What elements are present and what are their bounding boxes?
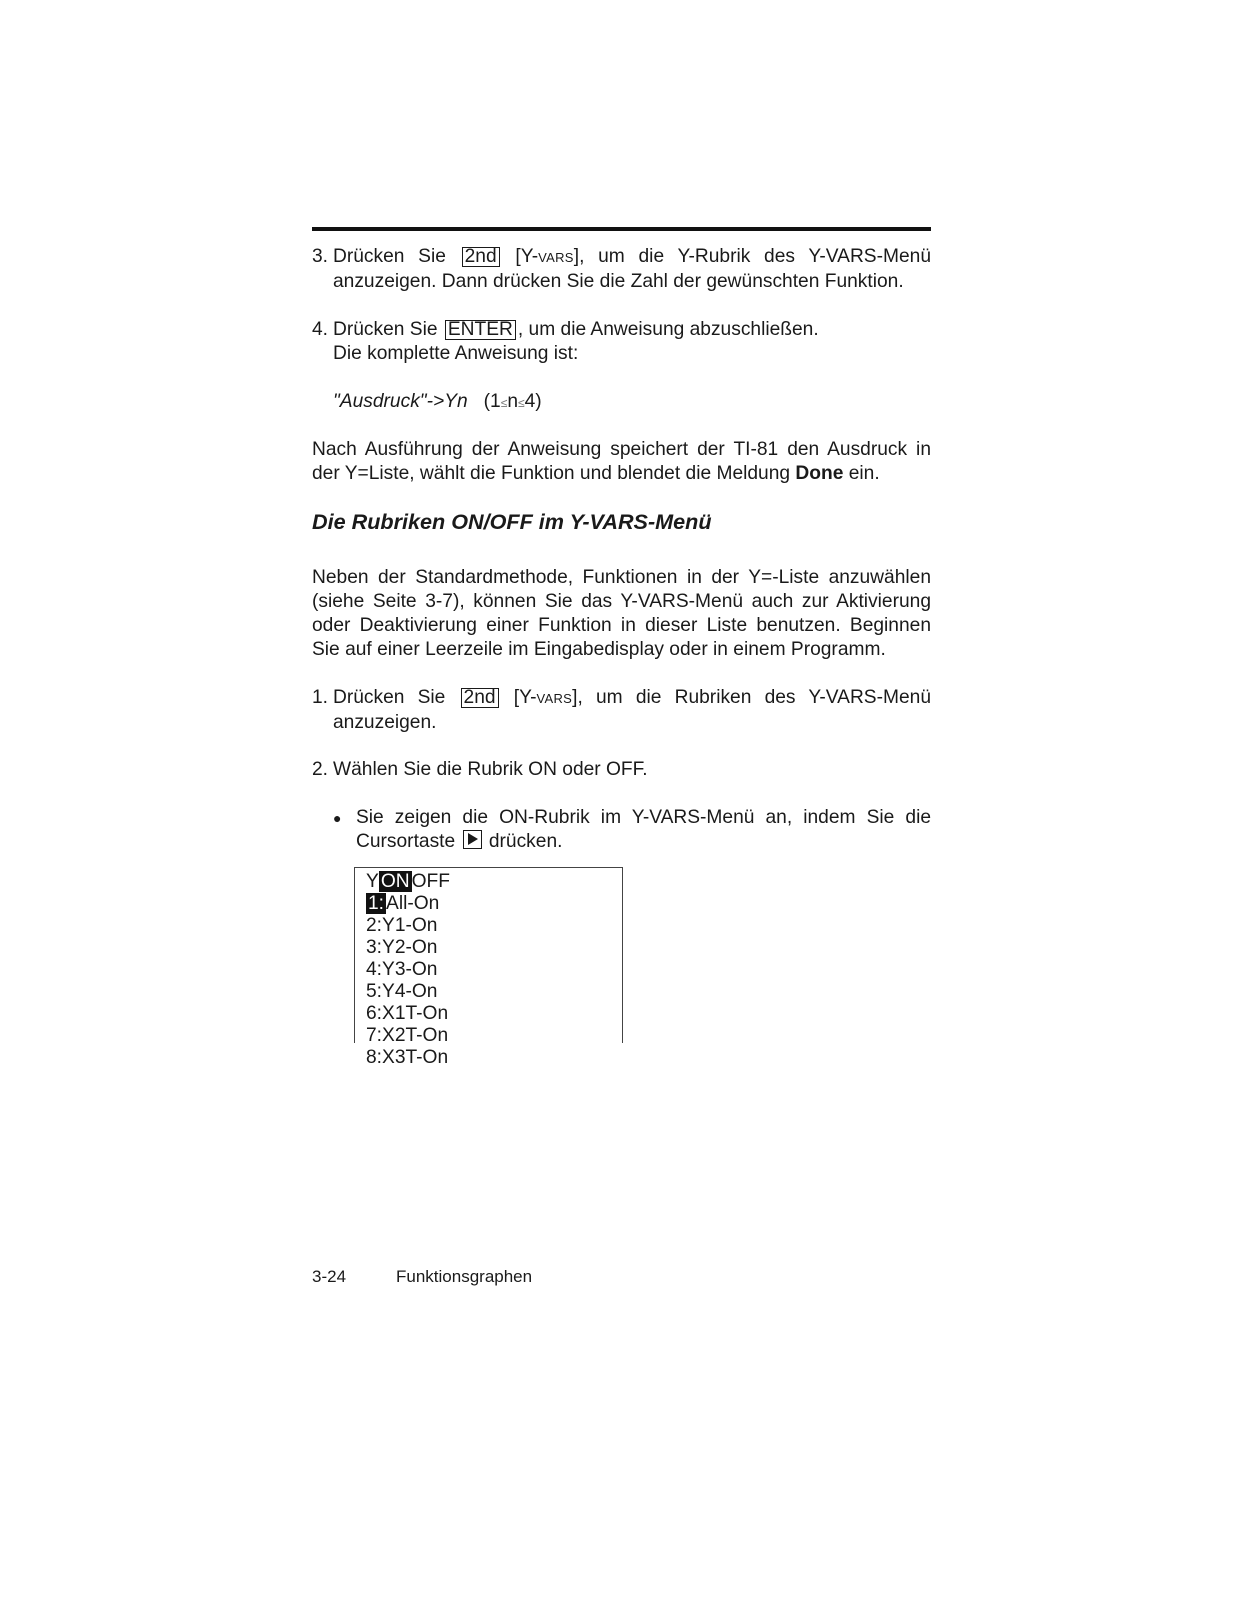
key-enter: ENTER	[445, 320, 516, 340]
menu-item: 6:X1T-On	[366, 1003, 449, 1024]
step-text: Drücken Sie 2nd [Y-VARS], um die Y-Rubrik des Y-VARS-Menü anzuzeigen. Dann drücken Sie die Zahl der gewünschten Funktion.	[333, 246, 931, 292]
menu-item: 3:Y2-On	[366, 937, 438, 958]
step-number: 4.	[312, 319, 329, 340]
menu-tabs	[366, 871, 450, 893]
bullet-text: Sie zeigen die ON-Rubrik im Y-VARS-Menü an, indem Sie die Cursortaste drücken.	[356, 807, 931, 852]
menu-item-number-selected: 1:	[368, 893, 385, 914]
menu-item: 5:Y4-On	[366, 981, 438, 1002]
menu-item: 1: All-On	[368, 893, 440, 914]
menu-item: 2:Y1-On	[366, 915, 438, 936]
tab-y: Y	[366, 871, 379, 892]
tab-off: OFF	[411, 871, 450, 892]
formula: "Ausdruck"->Yn (1≤n≤4)	[333, 391, 542, 412]
key-2nd: 2nd	[462, 247, 500, 267]
page-number: 3-24	[312, 1267, 347, 1286]
paragraph-result: Nach Ausführung der Anweisung speichert der TI-81 den Ausdruck in der Y=Liste, wählt die Funktion und blendet die Meldung Done ein.	[312, 439, 931, 484]
step-3	[312, 245, 931, 294]
key-2nd: 2nd	[461, 688, 499, 708]
chapter-title: Funktionsgraphen	[396, 1267, 533, 1286]
step-4	[312, 318, 931, 366]
menu-item: 8:X3T-On	[366, 1047, 449, 1068]
tab-on: ON	[380, 871, 410, 892]
right-arrow-key-icon	[463, 830, 482, 849]
step-text: Wählen Sie die Rubrik ON oder OFF.	[333, 759, 648, 780]
step-2	[312, 758, 931, 782]
calculator-screen	[366, 871, 450, 1069]
bullet-dot-icon: ●	[333, 810, 342, 826]
header-rule	[312, 227, 931, 231]
section-heading: Die Rubriken ON/OFF im Y-VARS-Menü	[312, 509, 712, 534]
step-number: 2.	[312, 759, 329, 780]
bullet-item	[333, 806, 931, 854]
step-1	[312, 686, 931, 735]
formula-expression: "Ausdruck"->Yn	[333, 391, 468, 412]
menu-item: 4:Y3-On	[366, 959, 438, 980]
step-number: 3.	[312, 246, 329, 267]
step-text: Drücken Sie ENTER , um die Anweisung abzuschließen. Die komplette Anweisung ist:	[333, 319, 819, 364]
step-text: Drücken Sie 2nd [Y-VARS], um die Rubriken des Y-VARS-Menü anzuzeigen.	[333, 687, 931, 733]
step-number: 1.	[312, 687, 329, 708]
paragraph-intro: Neben der Standardmethode, Funktionen in der Y=-Liste anzuwählen (siehe Seite 3-7), können Sie das Y-VARS-Menü auch zur Aktivierung oder Deaktivierung einer Funktion in dieser Liste benutzen. Beginnen Sie auf einer Leerzeile im Eingabedisplay oder in einem Programm.	[312, 567, 931, 660]
menu-item: 7:X2T-On	[366, 1025, 449, 1046]
